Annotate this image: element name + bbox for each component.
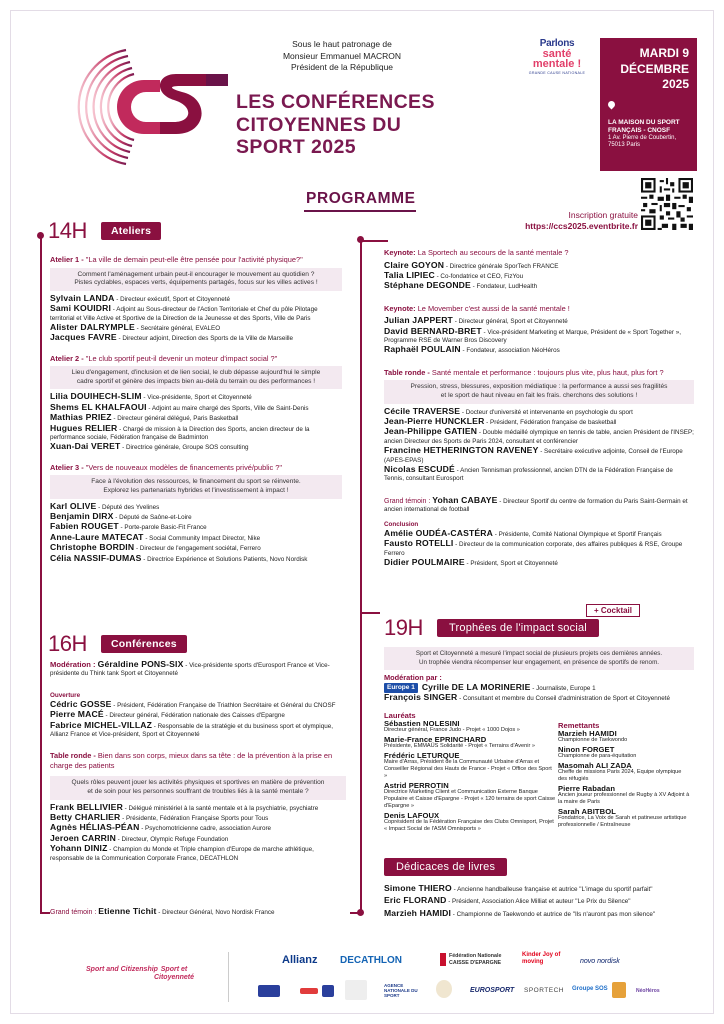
title-line: CITOYENNES DU [236,113,402,136]
speaker-role: - Président, Sport et Citoyenneté [464,559,558,567]
table-ronde-question: Bien dans son corps, mieux dans sa tête : de la prévention à la prise en charge des patients [50,751,333,770]
remettant-name: Masomah ALI ZADA [558,761,632,770]
keynote-1-title [384,248,694,258]
remettants-heading: Remettants [558,721,600,730]
partner-logo-icon [345,980,367,1000]
speaker-name: Fabien ROUGET [50,521,119,532]
patronage-line: Président de la République [290,62,394,72]
pill-ateliers: Ateliers [101,222,161,240]
atelier-2-description [50,366,342,389]
speaker-name: Fabrice MICHEL-VILLAZ [50,719,152,730]
grand-temoin-label: Grand témoin : [50,909,99,916]
date-month: DÉCEMBRE [620,61,689,76]
speaker-role: - Directrice générale, Groupe SOS consulting [120,444,249,452]
event-date-box [600,38,697,171]
speaker-role: - Directrice générale SporTech FRANCE [444,262,559,270]
table-ronde-2-description [384,380,694,403]
logo-line: mentale ! [532,58,582,70]
moderator-role: - Vice-présidente sports d'Eurosport France et Vice-présidente du Think tank Sport et Citoyenneté [50,662,330,678]
decathlon-logo: DECATHLON [340,955,403,966]
speaker [384,427,694,446]
groupe-sos-logo: Groupe SOS [572,986,608,992]
speaker-role: - Secrétaire général, EVALEO [134,324,221,332]
registration-link[interactable]: https://ccs2025.eventbrite.fr [525,221,638,231]
speaker-role: - Président, Fédération Française de Triathlon Secrétaire et Général du CNOSF [111,701,336,709]
speaker-name: Anne-Laure MATECAT [50,531,144,542]
trophees-description [384,647,694,670]
laureat-role: Maire d'Arras, Président de la Communauté Urbaine d'Arras et Conseiller Régional des Hauts de France - Projet « Office des Sport » [384,759,552,779]
author-role: - Championne de Taekwondo et autrice de "Ils n'auront pas mon silence" [451,910,656,918]
speaker-role: - Directeur de la communication corporate, des affaires publiques & RSE, Groupe Ferrero [384,541,683,557]
laureat-name: Sébastien NOLESINI [384,719,460,728]
speaker-name: Julian JAPPERT [384,315,453,326]
partner-logo-icon [300,988,318,994]
speaker-name: Raphaël POULAIN [384,344,461,355]
laureat-name: Astrid PERROTIN [384,781,449,790]
description-line: Un trophée viendra récompenser leur engagement, en présence de sportifs de renom. [418,658,660,666]
novo-nordisk-logo: novo nordisk [580,958,620,965]
description-line: Lieu d'engagement, d'inclusion et de lien social, le club dépasse aujourd'hui le simple [71,369,321,377]
description-line: Quels rôles peuvent jouer les activités physiques et sportives en matière de prévention [71,779,325,787]
eurosport-logo: EUROSPORT [470,987,515,994]
speaker-role: - Député des Yvelines [96,503,160,511]
atelier-3-title [50,463,342,473]
speaker [384,558,694,568]
description-line: Explorez les partenariats hybrides et l'investissement à impact ! [103,486,289,494]
remettant-name: Pierre Rabadan [558,784,616,793]
cocktail-badge: + Cocktail [586,604,640,617]
venue-address: 1 Av. Pierre de Coubertin, 75013 Paris [608,134,677,148]
atelier-question: "Vers de nouveaux modèles de financements privé/public ?" [85,462,283,472]
speaker-name: Christophe BORDIN [50,542,135,553]
speaker-role: - Social Community Impact Director, Nike [143,534,261,542]
author [384,909,694,919]
programme-heading: PROGRAMME [306,190,416,207]
speaker-name: Claire GOYON [384,259,445,270]
author-name: Eric FLORAND [384,895,447,906]
atelier-3-description [50,475,342,498]
grand-temoin-role: - Directeur Sportif du centre de formation du Paris Saint-Germain et ancien international de football [384,497,688,514]
description-line: cadre sportif et génère des impacts bien au-delà du terrain ou des performances ! [76,377,316,385]
remettant-role: Championne de Taekwondo [558,737,628,743]
description-line: Sport et Citoyenneté a mesuré l'impact social de plusieurs projets ces dernières années. [415,650,663,657]
timeline-line [360,612,380,614]
speaker-name: Jeroen CARRIN [50,832,116,843]
speaker [50,721,346,740]
speaker [384,539,694,558]
trophees-column [384,644,694,704]
speaker-name: François SINGER [384,692,458,703]
atelier-label: Atelier 1 - [50,255,86,264]
author-role: - Président, Association Alice Milliat et auteur "Le Prix du Silence" [446,898,631,906]
speaker [384,446,694,465]
remettant [558,808,690,829]
grand-temoin-role: - Directeur Général, Novo Nordisk France [156,909,275,916]
speaker-name: Francine HETHERINGTON RAVENEY [384,445,539,456]
speaker-name: Nicolas ESCUDÉ [384,463,455,474]
parlons-sante-mentale-logo [520,38,594,75]
pill-conferences: Conférences [101,635,187,653]
speaker-name: Cyrille DE LA MORINERIE [421,681,531,692]
author [384,896,694,906]
timeline-dot [357,236,364,243]
speaker-role: - Député de Saône-et-Loire [113,513,192,521]
pill-trophees: Trophées de l'impact social [437,619,599,637]
remettant-role: Cheffe de missions Paris 2024, Equipe olympique des réfugiés [558,769,682,782]
speaker-role: - Adjoint au maire chargé des Sports, Ville de Saint-Denis [146,404,309,412]
registration-label: Inscription gratuite [568,210,638,220]
speaker [384,465,694,484]
hour-16h: 16H [48,631,87,656]
description-line: Comment l'aménagement urbain peut-il encourager le mouvement au quotidien ? [77,270,315,278]
atelier-1-title [50,255,342,265]
author-name: Simone THIERO [384,883,452,893]
speaker-name: Betty CHARLIER [50,812,121,823]
table-ronde-title [50,751,346,770]
grand-temoin-16h [50,907,350,918]
remettant-role: Championne de para-équitation [558,753,637,759]
table-ronde-label: Table ronde - [384,367,432,377]
date-day: MARDI 9 [639,46,689,60]
speaker-name: Cédric GOSSE [50,698,112,709]
remettant-name: Marzieh HAMIDI [558,729,617,738]
atelier-2-title [50,354,342,364]
description-line: et le sport de haut niveau en fait les frais. cherchons des solutions ! [440,391,638,399]
speaker-role: - Psychomotricienne cadre, association Aurore [139,825,272,833]
speaker-name: Didier POULMAIRE [384,556,465,567]
description-line: Pistes cyclables, espaces verts, équipements partagés, focus sur les villes actives ! [74,279,318,287]
table-ronde-2-title [384,368,694,378]
speaker-role: - Directeur, Olympic Refuge Foundation [115,835,229,843]
keynote-question: Le Movember c'est aussi de la santé mentale ! [417,303,570,313]
moderator-name: Géraldine PONS-SIX [97,659,184,669]
speaker-name: Frank BELLIVIER [50,801,123,812]
speaker-role: - Docteur d'université et intervenante en psychologie du sport [460,408,633,416]
speaker-role: - Présidente, Fédération Française Sports pour Tous [120,815,269,823]
sport-et-citoyennete-logo: Sport et Citoyenneté [153,966,195,981]
speaker-name: Lilia DOUIHECH-SLIM [50,391,142,402]
venue-name: LA MAISON DU SPORT FRANÇAIS - CNOSF [608,118,680,134]
timeline-line [40,236,42,912]
moderation [50,660,346,679]
timeline-line [360,240,388,242]
speaker-role: - Ancien Tennisman professionnel, ancien DTN de la Fédération Française de Tennis, consultant Eurosport [384,466,673,483]
speaker-name: Hugues RELIER [50,422,118,433]
speaker-role: - Présidente, Comité National Olympique et Sportif Français [493,530,662,538]
speaker-role: - Co-fondatrice et CEO, FizYou [434,272,524,280]
title-line: SPORT 2025 [236,136,356,158]
remettant-role: Fondatrice, La Voix de Sarah et patineuse artistique professionnelle / Entraîneuse [558,815,687,828]
remettants-column [558,721,690,829]
speaker-role: - Adjoint au Sous-directeur de l'Action Territoriale et Chef du pôle Pilotage territorial et Ville Active et Sportive de la Direction de la Jeunesse et des Sports, Ville de Paris [50,306,318,322]
date-year: 2025 [662,77,689,91]
speaker-role: - Directeur exécutif, Sport et Citoyenneté [114,295,231,303]
registration-info [500,210,638,232]
speaker [50,424,342,443]
page-title [236,91,486,159]
laureat-role: Directeur général, France Judo - Projet « 1000 Dojos » [384,727,520,733]
author-role: - Ancienne handballeuse française et autrice "L'image du sportif parfait" [451,886,653,893]
sport-and-citizenship-logo: Sport and Citizenship [86,966,158,973]
table-ronde-description [50,776,346,799]
speaker-name: David BERNARD-BRET [384,325,482,336]
laureat [384,720,556,734]
atelier-question: "Le club sportif peut-il devenir un moteur d'impact social ?" [85,353,278,363]
speaker-name: Mathias PRIEZ [50,412,112,423]
laureat-name: Frédéric LETURQUE [384,751,460,760]
patronage-line: Monsieur Emmanuel MACRON [282,50,402,61]
timeline-dot [357,909,364,916]
remettant [558,730,690,744]
location-pin-icon [607,99,617,109]
speaker-role: - Champion du Monde et Triple champion d'Europe de marche athlétique, responsable de la Communication Corporate France, DECATHLON [50,846,314,862]
speaker-role: - Directeur de l'engagement sociétal, Ferrero [134,545,261,553]
remettant [558,762,690,783]
atelier-label: Atelier 2 - [50,353,86,363]
partner-logo-icon [322,985,334,997]
speaker-name: Xuan-Dai VERET [50,441,121,452]
speaker-role: - Vice-président Marketing et Marque, Président de « Sport Together », Programme RSE de Warner Bros Discovery [384,328,681,345]
speaker-role: - Vice-présidente, Sport et Citoyenneté [141,394,252,402]
grand-temoin-name: Yohan CABAYE [432,494,498,505]
laureats-heading: Lauréats [384,711,416,720]
speaker-role: - Fondateur, association NéoHéros [460,347,560,355]
author-name: Marzieh HAMIDI [384,907,452,918]
speaker-role: - Directeur général, Sport et Citoyenneté [452,318,568,326]
speaker-role: - Secrétaire exécutive adjointe, Conseil de l'Europe (APES-EPAS) [384,448,683,464]
speaker-name: Sami KOUIDRI [50,303,112,314]
speaker-name: Stéphane DEGONDE [384,280,471,291]
grand-temoin-right [384,496,694,515]
speaker-role: - Directeur général, Fédération nationale des Caisses d'Epargne [103,712,285,720]
speaker [384,281,694,291]
speaker [50,304,342,323]
logo-line: GRANDE CAUSE NATIONALE [528,71,586,75]
description-line: Face à l'évolution des ressources, le financement du sport se réinvente. [91,478,301,486]
right-column [384,248,694,568]
moderation-label: Modération : [50,660,98,669]
timeline-dot [37,232,44,239]
speaker-name: Karl OLIVE [50,500,97,511]
keynote-2-title [384,304,694,314]
europe1-logo: Europe 1 [384,683,418,693]
author [384,884,694,894]
speaker-role: - Journaliste, Europe 1 [530,684,596,692]
patronage-line: Sous le haut patronage de [292,39,392,49]
speaker-name: Jean-Pierre HUNCKLER [384,415,485,426]
hour-19h: 19H [384,615,423,640]
cs-logo [56,42,236,172]
patronage-text [262,39,422,74]
laureat-role: Coprésident de la Fédération Française des Clubs Omnisport, Projet « Impact Social de l'ASM Omnisports » [384,819,554,832]
speaker-name: Célia NASSIF-DUMAS [50,552,142,563]
speaker-name: Pierre MACÉ [50,709,104,720]
remettant-name: Ninon FORGET [558,745,615,754]
speaker-name: Talia LIPIEC [384,269,435,280]
laureat-name: Marie-France EPRINCHARD [384,735,487,744]
laureat-name: Denis LAFOUX [384,811,440,820]
title-line: LES CONFÉRENCES [236,91,435,113]
laureat-role: Directrice Marketing Client et Communication Externe Banque Populaire et Caisse d'Epargne - Projet « 120 terrains de sport Caisse d'Epargne » [384,789,556,809]
keynote-label: Keynote: [384,303,418,313]
programme-underline [304,210,416,212]
laureats-column [384,711,556,833]
partner-logo-icon [612,982,626,998]
moderator [384,693,694,703]
pill-dedicaces: Dédicaces de livres [384,858,507,876]
speaker-name: Fausto ROTELLI [384,538,454,549]
kinder-logo: Kinder Joy of moving [522,952,561,965]
atelier-question: "La ville de demain peut-elle être pensée pour l'activité physique?" [85,255,303,264]
ouverture-heading: Ouverture [50,691,81,699]
speaker-role: - Porte-parole Basic-Fit France [118,524,207,532]
neoheros-logo: NéoHéros [636,988,660,994]
speaker-role: - Directeur général délégué, Paris Basketball [111,415,239,423]
speaker-name: Amélie OUDÉA-CASTÉRA [384,527,494,538]
speaker-name: Shems EL KHALFAOUI [50,401,147,412]
speaker [50,333,342,343]
timeline-line [360,240,362,913]
speaker-name: Jean-Philippe GATIEN [384,426,478,437]
logo-line: santé [542,48,572,60]
speaker-name: Benjamin DIRX [50,510,114,521]
speaker-name: Agnès HÉLIAS-PÉAN [50,822,140,833]
logo-line: Parlons [539,38,575,49]
atelier-label: Atelier 3 - [50,462,86,472]
speaker-role: - Délégué ministériel à la santé mentale et à la psychiatrie, psychiatre [122,804,319,812]
caisse-epargne-logo: Fédération Nationale CAISSE D'EPARGNE [440,953,512,966]
description-line: Pression, stress, blessures, exposition médiatique : la performance a aussi ses fragilités [410,383,668,391]
laureat [384,782,556,810]
table-ronde-label: Table ronde - [50,751,98,761]
atelier-1-description [50,268,342,291]
laureat [384,752,556,780]
hour-14h: 14H [48,218,87,243]
grand-temoin-name: Etienne Tichit [98,906,157,916]
moderation-label: Modération par : [384,673,442,683]
table-ronde-question: Santé mentale et performance : toujours plus vite, plus haut, plus fort ? [431,367,664,377]
remettant [558,746,690,760]
allianz-logo: Allianz [282,954,318,966]
conclusion-heading: Conclusion [384,520,419,528]
speaker [384,327,694,346]
grand-temoin-label: Grand témoin : [384,497,433,505]
sportech-logo: SPORTECH [524,987,564,994]
remettant-role: Ancien joueur professionnel de Rugby à XV Adjoint à la maire de Paris [558,792,690,805]
keynote-label: Keynote: [384,248,418,257]
speaker [50,554,342,564]
keynote-question: La Sportech au secours de la santé mentale ? [417,248,569,257]
speaker [50,442,342,452]
speaker-role: - Directrice Expérience et Solutions Patients, Novo Nordisk [141,555,308,563]
remettant [558,785,690,806]
laureat [384,812,556,833]
speaker-role: - Fondateur, LudHealth [470,283,538,291]
conferences-column [50,660,346,863]
laureat [384,736,556,750]
speaker [384,345,694,355]
ateliers-column [50,255,342,564]
speaker-name: Jacques FAVRE [50,332,117,343]
description-line: et de soin pour les personnes souffrant de troubles liés à la santé mentale ? [87,788,309,796]
speaker-name: Yohann DINIZ [50,843,108,854]
speaker-role: - Consultant et membre du Conseil d'administration de Sport et Citoyenneté [457,695,671,703]
speaker-role: - Président, Fédération française de basketball [484,418,617,426]
qr-code-icon[interactable] [641,178,693,230]
remettant-name: Sarah ABITBOL [558,807,616,816]
agence-nationale-sport-logo: AGENCE NATIONALE DU SPORT [384,983,418,998]
speaker-role: - Responsable de la stratégie et du business sport et olympique, Allianz France et Vice-président, Sport et Citoyenneté [50,722,333,739]
speaker-role: - Directeur adjoint, Direction des Sports de la Ville de Marseille [116,335,294,343]
partner-logo-icon [436,980,452,998]
speaker-name: Cécile TRAVERSE [384,405,461,416]
speaker-name: Alister DALRYMPLE [50,321,135,332]
footer-separator [228,952,229,1002]
speaker-role: - Chargé de mission à la Direction des Sports, ancien directeur de la performance sociale, Fédération française de Badminton [50,425,310,442]
eu-flag-icon [258,985,280,997]
speaker [50,844,346,863]
laureat-role: Présidente, EMMAÜS Solidarité - Projet « Terrains d'Avenir » [384,743,536,749]
speaker-role: - Double médaillé olympique en tennis de table, ancien Président de l'INSEP; ancien Directeur des Sports de Paris 2024, consultant et conférencier [384,429,694,445]
dedicaces-column [384,884,694,919]
speaker-name: Sylvain LANDA [50,292,115,303]
